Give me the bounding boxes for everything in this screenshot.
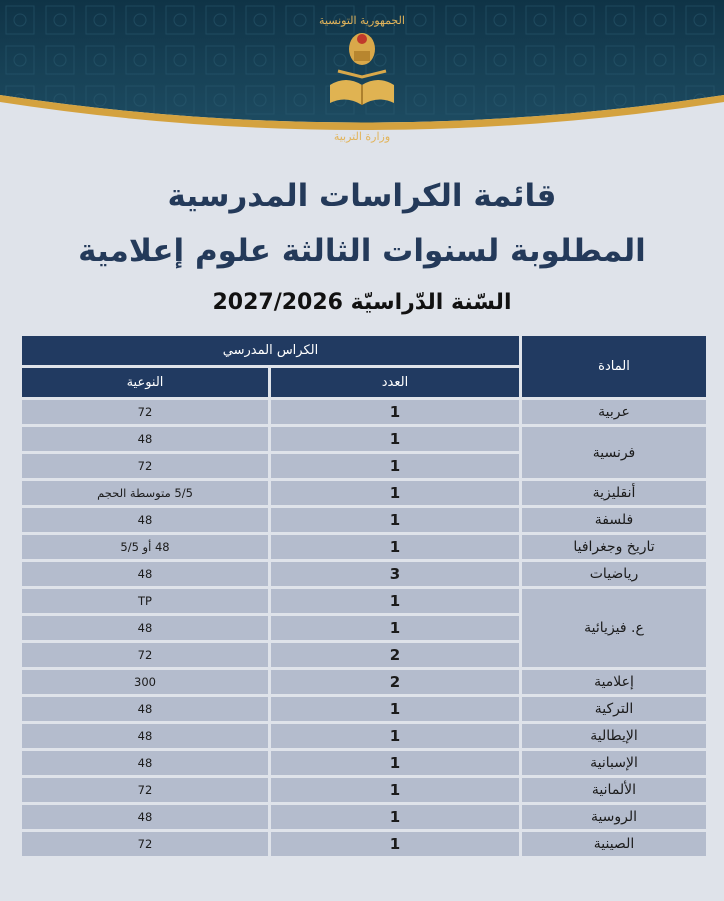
subject-cell: الإيطالية [522, 724, 706, 748]
school-year: السّنة الدّراسيّة 2027/2026 [212, 290, 512, 315]
subject-cell: تاريخ وجغرافيا [522, 535, 706, 559]
subject-cell: أنقليزية [522, 481, 706, 505]
count-cell: 1 [271, 724, 519, 748]
subject-cell: إعلامية [522, 670, 706, 694]
count-cell: 1 [271, 589, 519, 613]
table-row [22, 751, 706, 775]
subject-cell: الإسبانية [522, 751, 706, 775]
table-row [22, 724, 706, 748]
type-cell: TP [22, 589, 268, 613]
type-cell: 5/5 متوسطة الحجم [22, 481, 268, 505]
count-cell: 2 [271, 643, 519, 667]
count-cell: 1 [271, 778, 519, 802]
type-cell: 48 [22, 562, 268, 586]
page-subtitle: المطلوبة لسنوات الثالثة علوم إعلامية [78, 233, 646, 269]
type-cell: 72 [22, 400, 268, 424]
table-row [22, 805, 706, 829]
subject-cell: رياضيات [522, 562, 706, 586]
type-cell: 72 [22, 454, 268, 478]
subject-cell: عربية [522, 400, 706, 424]
table-row [22, 481, 706, 505]
count-cell: 1 [271, 535, 519, 559]
table-row [22, 778, 706, 802]
count-cell: 1 [271, 805, 519, 829]
count-cell: 1 [271, 454, 519, 478]
type-cell: 48 [22, 724, 268, 748]
table-row [22, 508, 706, 532]
type-cell: 72 [22, 832, 268, 856]
type-cell: 48 [22, 427, 268, 451]
table-row [22, 400, 706, 424]
logo-republic-text: الجمهورية التونسية [319, 14, 405, 27]
table-row [22, 832, 706, 856]
type-cell: 72 [22, 643, 268, 667]
count-cell: 1 [271, 508, 519, 532]
count-cell: 1 [271, 427, 519, 451]
count-cell: 1 [271, 481, 519, 505]
ministry-logo [312, 14, 412, 154]
type-cell: 300 [22, 670, 268, 694]
type-cell: 48 [22, 805, 268, 829]
logo-ministry-text: وزارة التربية [333, 130, 391, 143]
count-cell: 1 [271, 616, 519, 640]
subject-cell: ع. فيزيائية [522, 589, 706, 667]
header-type: النوعية [22, 368, 268, 397]
subject-cell: الروسية [522, 805, 706, 829]
type-cell: 48 [22, 508, 268, 532]
notebooks-table [19, 333, 709, 859]
count-cell: 1 [271, 832, 519, 856]
type-cell: 48 [22, 751, 268, 775]
table-row [22, 670, 706, 694]
count-cell: 2 [271, 670, 519, 694]
header-notebook: الكراس المدرسي [22, 336, 519, 365]
subject-cell: الصينية [522, 832, 706, 856]
subject-cell: التركية [522, 697, 706, 721]
emblem-icon [312, 27, 412, 122]
table-row [22, 589, 706, 613]
table-row [22, 535, 706, 559]
type-cell: 72 [22, 778, 268, 802]
table-row [22, 697, 706, 721]
count-cell: 1 [271, 400, 519, 424]
header-count: العدد [271, 368, 519, 397]
table-row [22, 562, 706, 586]
subject-cell: فلسفة [522, 508, 706, 532]
table-row [22, 427, 706, 451]
page-title: قائمة الكراسات المدرسية [167, 178, 557, 214]
type-cell: 48 [22, 616, 268, 640]
count-cell: 1 [271, 697, 519, 721]
header-subject: المادة [522, 336, 706, 397]
type-cell: 48 [22, 697, 268, 721]
type-cell: 48 أو 5/5 [22, 535, 268, 559]
subject-cell: فرنسية [522, 427, 706, 478]
header-banner [0, 0, 724, 160]
count-cell: 3 [271, 562, 519, 586]
count-cell: 1 [271, 751, 519, 775]
subject-cell: الألمانية [522, 778, 706, 802]
